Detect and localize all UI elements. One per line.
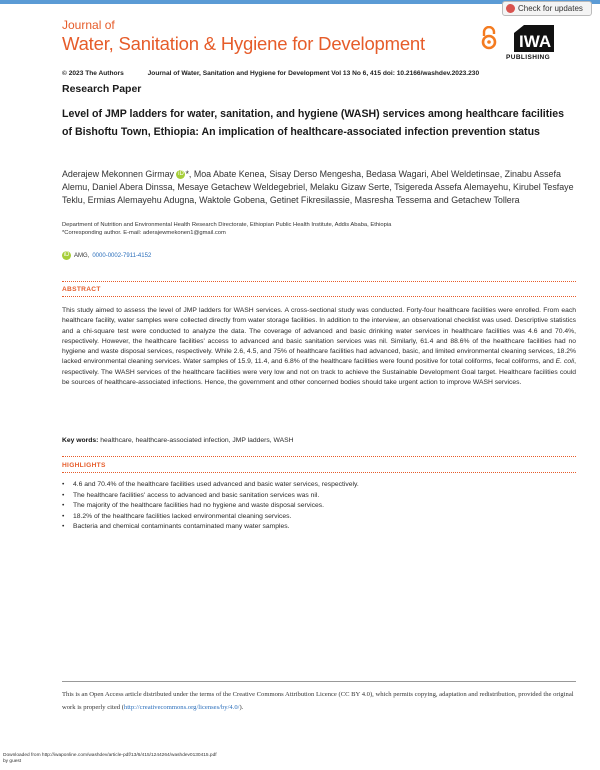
other-authors: *, Moa Abate Kenea, Sisay Derso Mengesha, Bedasa Wagari, Abel Weldetinsae, Zinabu Assefa Alemu, Daniel Abera Dinssa, Mesaye Getachew Weldegebriel, Melaku Gizaw Serte, Tsigereda Assefa Alemayehu, Kirubel Tesfaye Teklu, Ermias Alemayehu Adugna, Waktole Gobena, Getinet Fikresilassie, Masresha Tessema and Getachew Tollera	[62, 169, 574, 206]
license-text: This is an Open Access article distributed under the terms of the Creative Commons Attribution Licence (CC BY 4.0), which permits copying, adaptation and redistribution, provided the original work is properly cited (	[62, 691, 574, 711]
paper-type: Research Paper	[62, 83, 142, 95]
orcid-name: AMG,	[74, 252, 90, 259]
highlight-item: • 18.2% of the healthcare facilities lacked environmental cleaning services.	[62, 512, 359, 523]
download-note	[3, 753, 217, 765]
citation-line	[62, 70, 479, 77]
author-list	[62, 168, 582, 208]
highlight-item: • The majority of the healthcare facilities had no hygiene and waste disposal services.	[62, 501, 359, 512]
section-divider	[62, 296, 576, 297]
keywords	[62, 437, 294, 444]
orcid-line	[62, 251, 151, 260]
affiliation: Department of Nutrition and Environmental Health Research Directorate, Ethiopian Public Health Institute, Addis Ababa, Ethiopia	[62, 222, 392, 228]
license-note	[62, 688, 576, 714]
license-link[interactable]: http://creativecommons.org/licenses/by/4.0/	[123, 704, 240, 711]
open-access-icon	[481, 26, 497, 50]
first-author[interactable]: Aderajew Mekonnen Girmay	[62, 169, 174, 179]
abstract-heading: ABSTRACT	[62, 286, 101, 293]
publisher-label: PUBLISHING	[506, 54, 551, 61]
citation: Journal of Water, Sanitation and Hygiene for Development Vol 13 No 6, 415 doi: 10.2166/washdev.2023.230	[147, 70, 480, 77]
download-line-1: Downloaded from http://iwaponline.com/washdev/article-pdf/13/6/415/1244264/washdev0130415.pdf	[3, 753, 217, 758]
orcid-icon: iD	[63, 252, 70, 258]
check-for-updates-button[interactable]	[502, 1, 592, 16]
journal-label: Journal of	[62, 18, 115, 32]
highlights-list	[62, 480, 359, 533]
corresponding-author: *Corresponding author. E-mail: aderajewmekonen1@gmail.com	[62, 230, 226, 236]
keywords-text: healthcare, healthcare-associated infection, JMP ladders, WASH	[100, 437, 294, 444]
highlight-item: • The healthcare facilities' access to advanced and basic sanitation services was nil.	[62, 491, 359, 502]
abstract-ecoli: E. coli	[555, 358, 575, 366]
journal-title: Water, Sanitation & Hygiene for Development	[62, 33, 425, 54]
paper-title: Level of JMP ladders for water, sanitation, and hygiene (WASH) services among healthcare facilities of Bishoftu Town, Ethiopia: An implication of healthcare-associated infection prevention status	[62, 108, 564, 138]
orcid-icon[interactable]: iD	[178, 171, 184, 178]
abstract-part-1: This study aimed to assess the level of JMP ladders for WASH services. A cross-sectional study was conducted. Forty-four healthcare facilities were enrolled. From each healthcare facility, water samples were collected directly from water storage facilities. In addition to the interview, an observational checklist was used. Descriptive statistics and a chi-square test were conducted to analyze the data. The coverage of advanced and basic drinking water services in healthcare facilities was 4.6 and 70.4%, respectively. However, the healthcare facilities' access to advanced and basic sanitation services was nil. Similarly, 61.4 and 88.6% of the healthcare facilities had no hygiene and waste disposal services, respectively. While 2.6, 4.5, and 75% of healthcare facilities had advanced, basic, and limited environmental cleaning services, 18.2% lacked environmental cleaning services. Water samples of 15.9, 11.4, and 6.8% of the healthcare facilities were found positive for total coliforms, fecal coliforms, and	[62, 307, 576, 366]
abstract-text	[62, 306, 576, 388]
section-divider	[62, 472, 576, 473]
svg-text:IWA: IWA	[519, 32, 552, 51]
abstract-part-2: , respectively. The WASH services of the healthcare facilities were very low and not on track to achieve the Sustainable Development Goal target. Healthcare facilities could be sources of healthcare-associated infections. Hence, the government and other concerned bodies should take urgent action to improve WASH services.	[62, 358, 576, 387]
highlights-heading: HIGHLIGHTS	[62, 462, 106, 469]
footer-divider	[62, 681, 576, 682]
license-end: ).	[239, 704, 244, 711]
keywords-label: Key words:	[62, 437, 99, 444]
iwa-publishing-logo	[506, 21, 556, 53]
section-divider	[62, 456, 576, 457]
highlight-item: • Bacteria and chemical contaminants contaminated many water samples.	[62, 522, 359, 533]
orcid-link[interactable]: 0000-0002-7911-4152	[92, 252, 152, 259]
copyright: © 2023 The Authors	[62, 70, 124, 77]
check-updates-label: Check for updates	[518, 4, 583, 13]
highlight-item: • 4.6 and 70.4% of the healthcare facilities used advanced and basic water services, respectively.	[62, 480, 359, 491]
download-line-2: by guest	[3, 759, 22, 764]
check-updates-icon	[506, 4, 515, 13]
section-divider	[62, 281, 576, 282]
